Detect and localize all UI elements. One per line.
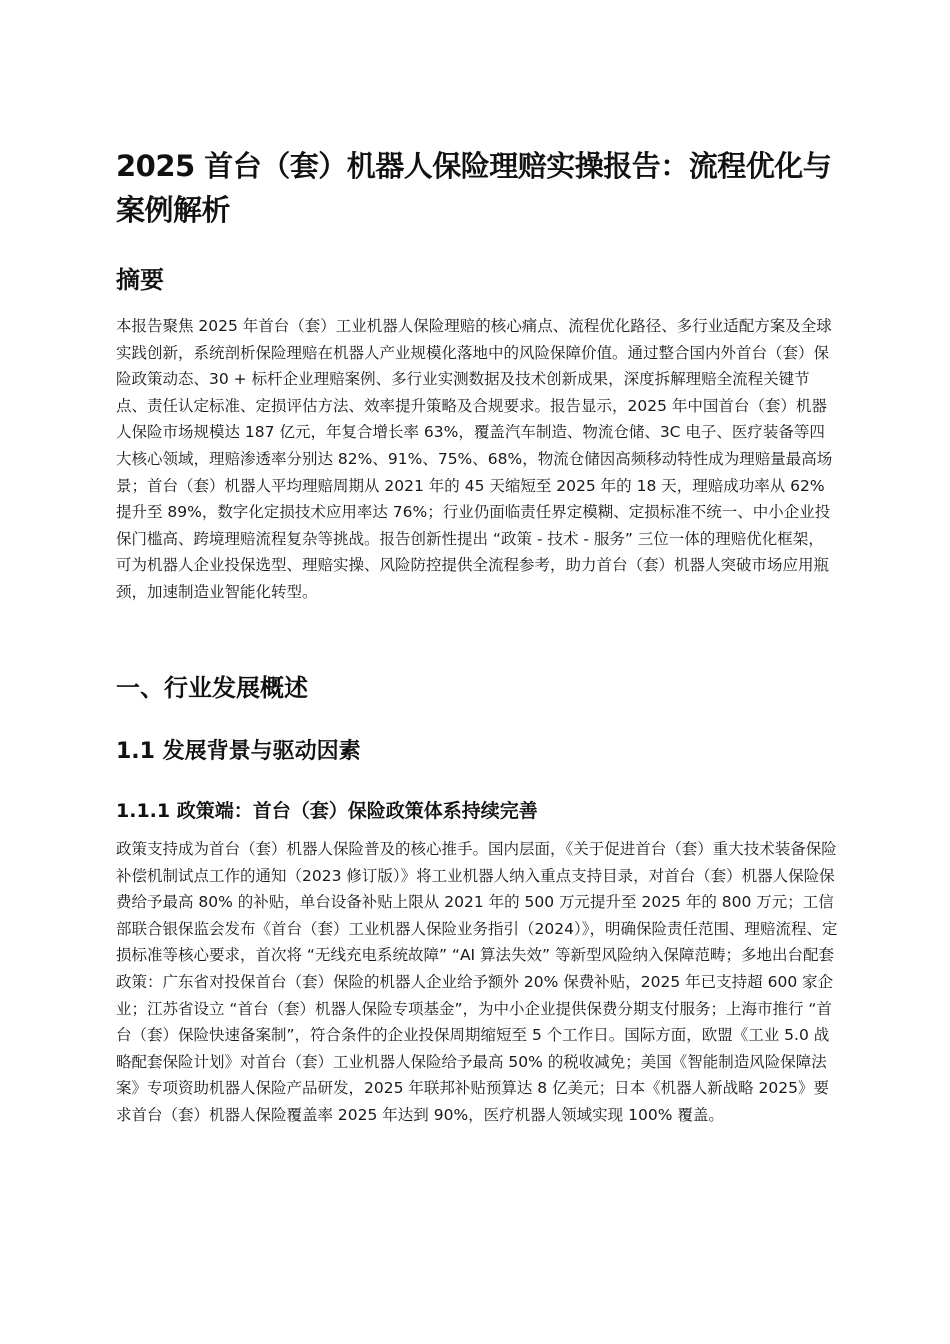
document-title: 2025 首台（套）机器人保险理赔实操报告：流程优化与案例解析 [116,149,832,227]
policy-paragraph: 政策支持成为首台（套）机器人保险普及的核心推手。国内层面，《关于促进首台（套）重大技术装备保险补偿机制试点工作的通知（2023 修订版）》将工业机器人纳入重点支持目录，对首台（套）机器人保险保费给予最高 80% 的补贴，单台设备补贴上限从 2021 年的 500 万元提升至 2025 年的 800 万元；工信部联合银保监会发布《首台（套）工业机器人保险业务指引（2024）》，明确保险责任范围、理赔流程、定损标准等核心要求，首次将 “无线充电系统故障” “AI 算法失效” 等新型风险纳入保障范畴；多地出台配套政策：广东省对投保首台（套）保险的机器人企业给予额外 20% 保费补贴，2025 年已支持超 600 家企业；江苏省设立 “首台（套）机器人保险专项基金”，为中小企业提供保费分期支付服务；上海市推行 “首台（套）保险快速备案制”，符合条件的企业投保周期缩短至 5 个工作日。国际方面，欧盟《工业 5.0 战略配套保险计划》对首台（套）工业机器人保险给予最高 50% 的税收减免；美国《智能制造风险保障法案》专项资助机器人保险产品研发，2025 年联邦补贴预算达 8 亿美元；日本《机器人新战略 2025》要求首台（套）机器人保险覆盖率 2025 年达到 90%，医疗机器人领域实现 100% 覆盖。 [116,840,838,1124]
subsubsection-heading-policy: 1.1.1 政策端：首台（套）保险政策体系持续完善 [116,800,538,822]
section-heading-industry-overview: 一、行业发展概述 [116,674,308,702]
subsection-heading-background-drivers: 1.1 发展背景与驱动因素 [116,739,361,764]
abstract-paragraph: 本报告聚焦 2025 年首台（套）工业机器人保险理赔的核心痛点、流程优化路径、多行业适配方案及全球实践创新，系统剖析保险理赔在机器人产业规模化落地中的风险保障价值。通过整合国内外首台（套）保险政策动态、30 + 标杆企业理赔案例、多行业实测数据及技术创新成果，深度拆解理赔全流程关键节点、责任认定标准、定损评估方法、效率提升策略及合规要求。报告显示，2025 年中国首台（套）机器人保险市场规模达 187 亿元，年复合增长率 63%，覆盖汽车制造、物流仓储、3C 电子、医疗装备等四大核心领域，理赔渗透率分别达 82%、91%、75%、68%，物流仓储因高频移动特性成为理赔量最高场景；首台（套）机器人平均理赔周期从 2021 年的 45 天缩短至 2025 年的 18 天，理赔成功率从 62% 提升至 89%，数字化定损技术应用率达 76%；行业仍面临责任界定模糊、定损标准不统一、中小企业投保门槛高、跨境理赔流程复杂等挑战。报告创新性提出 “政策 - 技术 - 服务” 三位一体的理赔优化框架，可为机器人企业投保选型、理赔实操、风险防控提供全流程参考，助力首台（套）机器人突破市场应用瓶颈，加速制造业智能化转型。 [116,317,833,601]
abstract-heading: 摘要 [116,266,164,294]
